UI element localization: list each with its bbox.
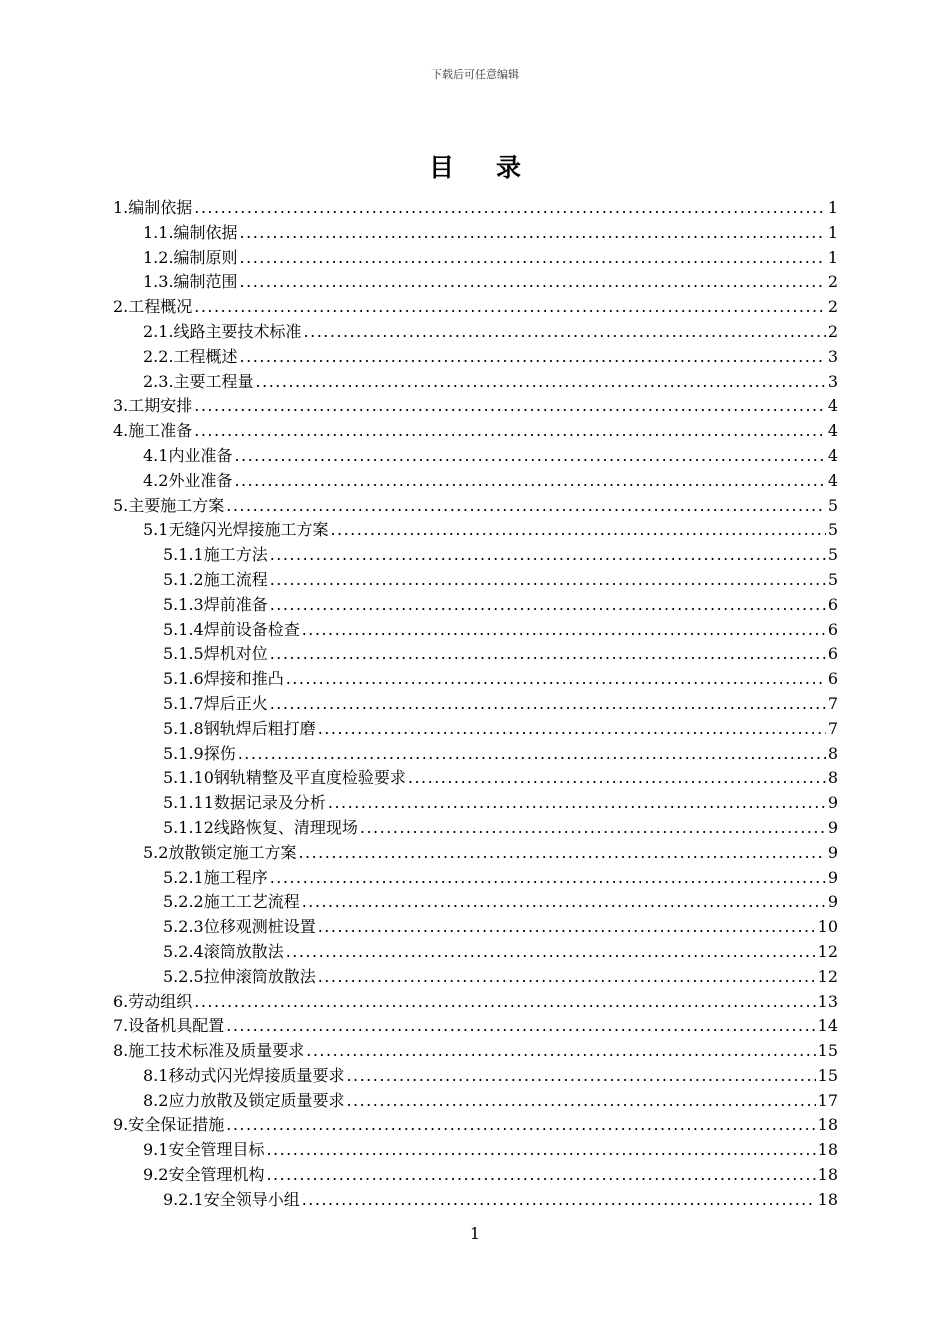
- toc-entry-page: 8: [827, 768, 838, 788]
- toc-entry[interactable]: [113, 568, 838, 593]
- toc-entry-label: 1.1.编制依据: [143, 222, 238, 242]
- toc-entry-label: 2.3.主要工程量: [143, 371, 254, 391]
- toc-entry-label: 5.1.4焊前设备检查: [163, 619, 300, 639]
- toc-entry-label: 5.1.10钢轨精整及平直度检验要求: [163, 768, 406, 788]
- toc-entry[interactable]: [113, 717, 838, 742]
- toc-entry-label: 5.1.1施工方法: [163, 545, 268, 565]
- toc-entry-label: 2.工程概况: [113, 297, 193, 317]
- toc-entry-label: 9.1安全管理目标: [143, 1140, 265, 1160]
- toc-entry-label: 5.1.8钢轨焊后粗打磨: [163, 718, 316, 738]
- toc-dot-leader: [240, 345, 826, 370]
- toc-entry[interactable]: [113, 667, 838, 692]
- toc-entry-page: 7: [827, 718, 838, 738]
- toc-entry[interactable]: [113, 816, 838, 841]
- toc-entry[interactable]: [113, 965, 838, 990]
- toc-entry-page: 1: [827, 222, 838, 242]
- toc-entry[interactable]: [113, 370, 838, 395]
- toc-entry-label: 5.1.12线路恢复、清理现场: [163, 817, 358, 837]
- toc-entry[interactable]: [113, 394, 838, 419]
- toc-entry-page: 4: [827, 421, 838, 441]
- toc-dot-leader: [194, 196, 826, 221]
- page-number: 1: [469, 1224, 481, 1243]
- toc-entry[interactable]: [113, 791, 838, 816]
- toc-entry[interactable]: [113, 642, 838, 667]
- toc-entry[interactable]: [113, 1039, 838, 1064]
- toc-entry-page: 13: [817, 991, 838, 1011]
- toc-entry-label: 9.2安全管理机构: [143, 1165, 265, 1185]
- toc-dot-leader: [318, 717, 826, 742]
- toc-entry-page: 1: [827, 198, 838, 217]
- toc-entry[interactable]: [113, 742, 838, 767]
- toc-entry-label: 5.1.3焊前准备: [163, 594, 268, 614]
- toc-entry[interactable]: [113, 1163, 838, 1188]
- toc-entry-page: 5: [827, 495, 838, 515]
- toc-dot-leader: [226, 494, 826, 519]
- toc-dot-leader: [240, 221, 826, 246]
- toc-dot-leader: [234, 444, 825, 469]
- toc-entry[interactable]: [113, 221, 838, 246]
- toc-dot-leader: [194, 419, 826, 444]
- toc-dot-leader: [194, 394, 826, 419]
- toc-dot-leader: [302, 1188, 816, 1213]
- toc-entry[interactable]: [113, 444, 838, 469]
- toc-dot-leader: [256, 370, 826, 395]
- toc-entry-page: 18: [817, 1115, 838, 1135]
- toc-entry-page: 6: [827, 594, 838, 614]
- toc-title: 目录: [428, 153, 563, 182]
- toc-dot-leader: [266, 1163, 815, 1188]
- toc-entry[interactable]: [113, 1014, 838, 1039]
- toc-entry-page: 9: [827, 867, 838, 887]
- toc-entry[interactable]: [113, 543, 838, 568]
- page-header: 下载后可任意编辑: [431, 68, 519, 81]
- toc-entry-label: 2.2.工程概述: [143, 346, 238, 366]
- toc-dot-leader: [346, 1064, 815, 1089]
- toc-dot-leader: [306, 1039, 815, 1064]
- toc-entry-page: 9: [827, 793, 838, 813]
- toc-dot-leader: [240, 246, 826, 271]
- toc-entry-label: 5.2.1施工程序: [163, 867, 268, 887]
- toc-entry[interactable]: [113, 1113, 838, 1138]
- toc-entry[interactable]: [113, 890, 838, 915]
- toc-entry[interactable]: [113, 841, 838, 866]
- toc-entry-label: 5.2.3位移观测桩设置: [163, 917, 316, 937]
- toc-entry[interactable]: [113, 1188, 838, 1213]
- toc-entry-page: 15: [817, 1041, 838, 1061]
- toc-dot-leader: [302, 890, 826, 915]
- toc-entry-page: 9: [827, 817, 838, 837]
- toc-entry-label: 5.2放散锁定施工方案: [143, 842, 297, 862]
- toc-dot-leader: [298, 841, 825, 866]
- toc-entry-page: 15: [817, 1065, 838, 1085]
- toc-entry[interactable]: [113, 1089, 838, 1114]
- toc-dot-leader: [270, 543, 826, 568]
- toc-entry-label: 5.2.2施工工艺流程: [163, 892, 300, 912]
- toc-entry-label: 9.安全保证措施: [113, 1115, 225, 1135]
- toc-dot-leader: [266, 1138, 815, 1163]
- toc-entry-label: 8.1移动式闪光焊接质量要求: [143, 1065, 345, 1085]
- toc-dot-leader: [194, 990, 815, 1015]
- table-of-contents: [113, 196, 838, 1213]
- toc-dot-leader: [286, 940, 816, 965]
- toc-dot-leader: [330, 518, 825, 543]
- toc-entry-label: 4.施工准备: [113, 421, 193, 441]
- toc-entry-label: 1.3.编制范围: [143, 272, 238, 292]
- toc-entry[interactable]: [113, 518, 838, 543]
- toc-dot-leader: [240, 270, 826, 295]
- toc-entry-label: 5.1.2施工流程: [163, 569, 268, 589]
- toc-entry-page: 3: [827, 371, 838, 391]
- toc-dot-leader: [270, 593, 826, 618]
- toc-entry-page: 10: [817, 917, 838, 937]
- toc-entry-label: 5.1.6焊接和推凸: [163, 669, 284, 689]
- toc-entry-page: 5: [827, 545, 838, 565]
- toc-dot-leader: [194, 295, 826, 320]
- toc-dot-leader: [270, 692, 826, 717]
- toc-entry-label: 5.1.11数据记录及分析: [163, 793, 326, 813]
- toc-entry[interactable]: [113, 494, 838, 519]
- toc-entry[interactable]: [113, 915, 838, 940]
- toc-entry[interactable]: [113, 469, 838, 494]
- toc-dot-leader: [408, 766, 826, 791]
- toc-entry-page: 4: [827, 445, 838, 465]
- toc-entry-page: 2: [827, 272, 838, 292]
- toc-entry[interactable]: [113, 320, 838, 345]
- toc-entry-label: 5.1.7焊后正火: [163, 693, 268, 713]
- toc-entry-label: 1.编制依据: [113, 198, 193, 217]
- toc-entry-page: 2: [827, 321, 838, 341]
- toc-dot-leader: [226, 1113, 815, 1138]
- toc-entry-page: 9: [827, 842, 838, 862]
- toc-dot-leader: [234, 469, 825, 494]
- toc-entry-page: 6: [827, 669, 838, 689]
- toc-entry[interactable]: [113, 196, 838, 221]
- toc-entry[interactable]: [113, 295, 838, 320]
- toc-entry[interactable]: [113, 593, 838, 618]
- toc-dot-leader: [328, 791, 826, 816]
- toc-entry-label: 5.主要施工方案: [113, 495, 225, 515]
- toc-entry-page: 18: [817, 1189, 838, 1209]
- toc-entry[interactable]: [113, 618, 838, 643]
- toc-entry-label: 5.2.4滚筒放散法: [163, 941, 284, 961]
- toc-entry-label: 4.1内业准备: [143, 445, 233, 465]
- toc-entry-label: 5.1无缝闪光焊接施工方案: [143, 520, 329, 540]
- toc-entry-label: 5.1.9探伤: [163, 743, 236, 763]
- toc-entry-page: 14: [817, 1016, 838, 1036]
- toc-dot-leader: [226, 1014, 815, 1039]
- toc-dot-leader: [238, 742, 826, 767]
- toc-entry[interactable]: [113, 270, 838, 295]
- toc-entry-page: 8: [827, 743, 838, 763]
- toc-entry-page: 12: [817, 966, 838, 986]
- toc-entry[interactable]: [113, 766, 838, 791]
- toc-entry[interactable]: [113, 419, 838, 444]
- toc-entry-page: 17: [817, 1090, 838, 1110]
- toc-entry-page: 6: [827, 619, 838, 639]
- toc-entry[interactable]: [113, 990, 838, 1015]
- toc-entry-label: 7.设备机具配置: [113, 1016, 225, 1036]
- toc-dot-leader: [270, 568, 826, 593]
- toc-entry-page: 4: [827, 470, 838, 490]
- toc-entry-label: 8.施工技术标准及质量要求: [113, 1041, 305, 1061]
- toc-entry-page: 5: [827, 569, 838, 589]
- toc-entry-label: 1.2.编制原则: [143, 247, 238, 267]
- toc-entry-page: 5: [827, 520, 838, 540]
- toc-entry[interactable]: [113, 246, 838, 271]
- toc-entry-page: 12: [817, 941, 838, 961]
- toc-entry-page: 1: [827, 247, 838, 267]
- toc-entry-label: 5.2.5拉伸滚筒放散法: [163, 966, 316, 986]
- toc-entry-page: 9: [827, 892, 838, 912]
- toc-dot-leader: [304, 320, 826, 345]
- toc-entry-label: 4.2外业准备: [143, 470, 233, 490]
- toc-dot-leader: [270, 642, 826, 667]
- toc-entry[interactable]: [113, 866, 838, 891]
- toc-entry-page: 7: [827, 693, 838, 713]
- toc-entry-label: 3.工期安排: [113, 396, 193, 416]
- toc-entry[interactable]: [113, 1138, 838, 1163]
- toc-entry[interactable]: [113, 345, 838, 370]
- toc-entry-label: 8.2应力放散及锁定质量要求: [143, 1090, 345, 1110]
- toc-entry[interactable]: [113, 940, 838, 965]
- toc-entry-page: 2: [827, 297, 838, 317]
- toc-dot-leader: [270, 866, 826, 891]
- toc-dot-leader: [346, 1089, 815, 1114]
- toc-dot-leader: [302, 618, 826, 643]
- toc-entry[interactable]: [113, 1064, 838, 1089]
- toc-entry-page: 4: [827, 396, 838, 416]
- toc-entry-page: 18: [817, 1140, 838, 1160]
- toc-dot-leader: [360, 816, 826, 841]
- toc-dot-leader: [286, 667, 826, 692]
- toc-dot-leader: [318, 965, 816, 990]
- toc-entry[interactable]: [113, 692, 838, 717]
- toc-entry-page: 3: [827, 346, 838, 366]
- toc-dot-leader: [318, 915, 816, 940]
- toc-entry-label: 2.1.线路主要技术标准: [143, 321, 302, 341]
- toc-entry-label: 6.劳动组织: [113, 991, 193, 1011]
- toc-entry-page: 18: [817, 1165, 838, 1185]
- toc-entry-label: 5.1.5焊机对位: [163, 644, 268, 664]
- toc-entry-page: 6: [827, 644, 838, 664]
- toc-entry-label: 9.2.1安全领导小组: [163, 1189, 300, 1209]
